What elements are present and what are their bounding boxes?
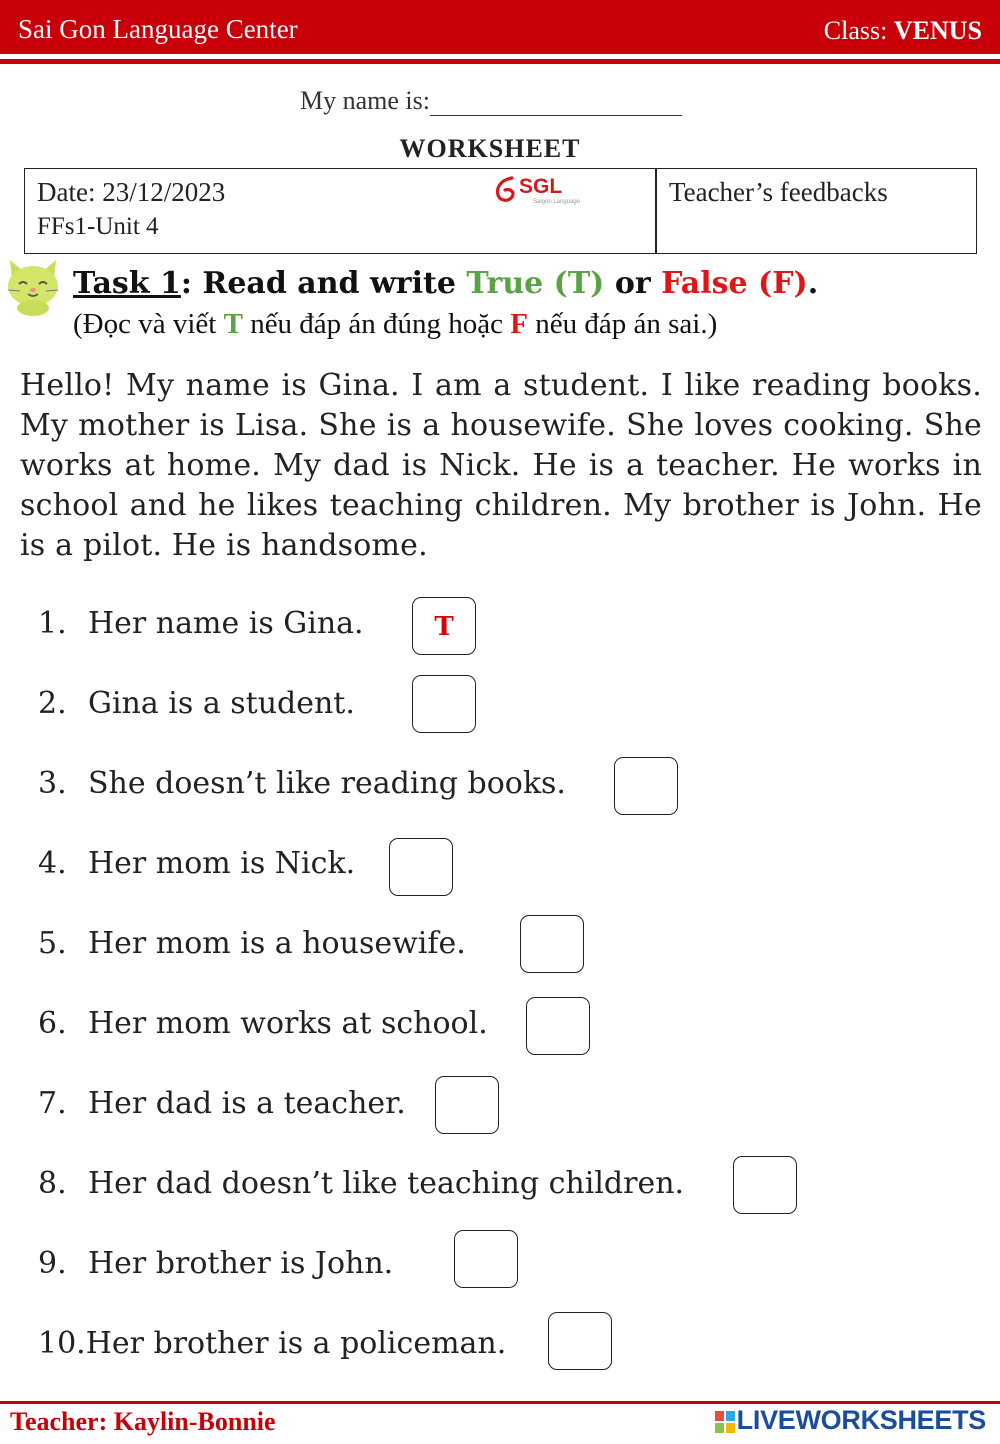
question-text: Her brother is a policeman. [85, 1326, 507, 1361]
reading-passage: Hello! My name is Gina. I am a student. I like reading books. My mother is Lisa. She is a housewife. She loves cooking. She works at home. My dad is Nick. He is a teacher. He works in school and he likes teaching children. My brother is John. He is a pilot. He is handsome. [20, 368, 982, 563]
question-10 [38, 1326, 506, 1361]
liveworksheets-icon [715, 1411, 735, 1433]
vi-part2: nếu đáp án đúng hoặc [242, 308, 511, 340]
question-8 [38, 1166, 684, 1201]
answer-box-9[interactable] [454, 1230, 518, 1288]
question-6 [38, 1006, 488, 1041]
task-heading [73, 266, 818, 301]
center-name: Sai Gon Language Center [18, 14, 298, 44]
vi-f: F [510, 308, 529, 340]
answer-box-7[interactable] [435, 1076, 499, 1134]
answer-box-8[interactable] [733, 1156, 797, 1214]
liveworksheets-logo [715, 1405, 986, 1436]
answer-box-6[interactable] [526, 997, 590, 1055]
question-text: Her dad doesn’t like teaching children. [88, 1166, 685, 1201]
task-label: Task 1 [73, 266, 181, 301]
question-number: 4. [38, 846, 67, 881]
answer-box-5[interactable] [520, 915, 584, 973]
class-name: VENUS [893, 16, 982, 45]
name-blank[interactable] [430, 87, 682, 116]
header-bar [0, 0, 1000, 54]
question-text: Her dad is a teacher. [88, 1086, 406, 1121]
feedback-label: Teacher’s feedbacks [669, 177, 888, 207]
class-label-text: Class: [823, 16, 888, 45]
answer-box-3[interactable] [614, 757, 678, 815]
task-end: . [807, 266, 819, 301]
question-text: Her brother is John. [88, 1246, 394, 1281]
sgl-logo [493, 175, 593, 209]
info-divider [655, 169, 657, 253]
question-text: Her mom works at school. [88, 1006, 488, 1041]
question-number: 3. [38, 766, 67, 801]
date-text: Date: 23/12/2023 [37, 177, 226, 207]
answer-box-2[interactable] [412, 675, 476, 733]
name-label: My name is: [300, 86, 430, 115]
cat-icon [4, 256, 62, 316]
question-number: 10. [38, 1326, 86, 1361]
question-number: 6. [38, 1006, 67, 1041]
question-text: Her mom is a housewife. [88, 926, 466, 961]
answer-box-1[interactable]: T [412, 597, 476, 655]
question-5 [38, 926, 466, 961]
question-number: 1. [38, 606, 67, 641]
question-9 [38, 1246, 393, 1281]
task-false: False (F) [661, 266, 808, 301]
task-text: : Read and write [180, 266, 467, 301]
info-box [24, 168, 977, 254]
answer-box-4[interactable] [389, 838, 453, 896]
answer-box-10[interactable] [548, 1312, 612, 1370]
question-1 [38, 606, 364, 641]
question-number: 8. [38, 1166, 67, 1201]
header-underline [0, 59, 1000, 64]
question-number: 2. [38, 686, 67, 721]
teacher-name: Teacher: Kaylin-Bonnie [10, 1407, 276, 1436]
question-text: Her name is Gina. [88, 606, 364, 641]
vi-part1: (Đọc và viết [73, 308, 224, 340]
question-text: Gina is a student. [88, 686, 355, 721]
question-3 [38, 766, 566, 801]
question-number: 7. [38, 1086, 67, 1121]
class-label [824, 16, 982, 46]
question-text: Her mom is Nick. [88, 846, 356, 881]
question-number: 9. [38, 1246, 67, 1281]
unit-text: FFs1-Unit 4 [37, 213, 159, 240]
question-text: She doesn’t like reading books. [88, 766, 566, 801]
sgl-swirl-icon [493, 175, 519, 205]
logo-text: SGL [519, 175, 563, 198]
logo-subtext: Saigon Language [533, 199, 581, 205]
footer-line [0, 1401, 1000, 1404]
task-or: or [604, 266, 662, 301]
question-number: 5. [38, 926, 67, 961]
question-7 [38, 1086, 406, 1121]
task-instruction-vi [73, 308, 717, 341]
brand-text: LIVEWORKSHEETS [736, 1405, 986, 1435]
name-field [300, 86, 682, 116]
task-true: True (T) [466, 266, 605, 301]
vi-t: T [223, 308, 243, 340]
question-2 [38, 686, 355, 721]
worksheet-title: WORKSHEET [399, 134, 581, 163]
question-4 [38, 846, 355, 881]
vi-part3: nếu đáp án sai.) [528, 308, 718, 340]
